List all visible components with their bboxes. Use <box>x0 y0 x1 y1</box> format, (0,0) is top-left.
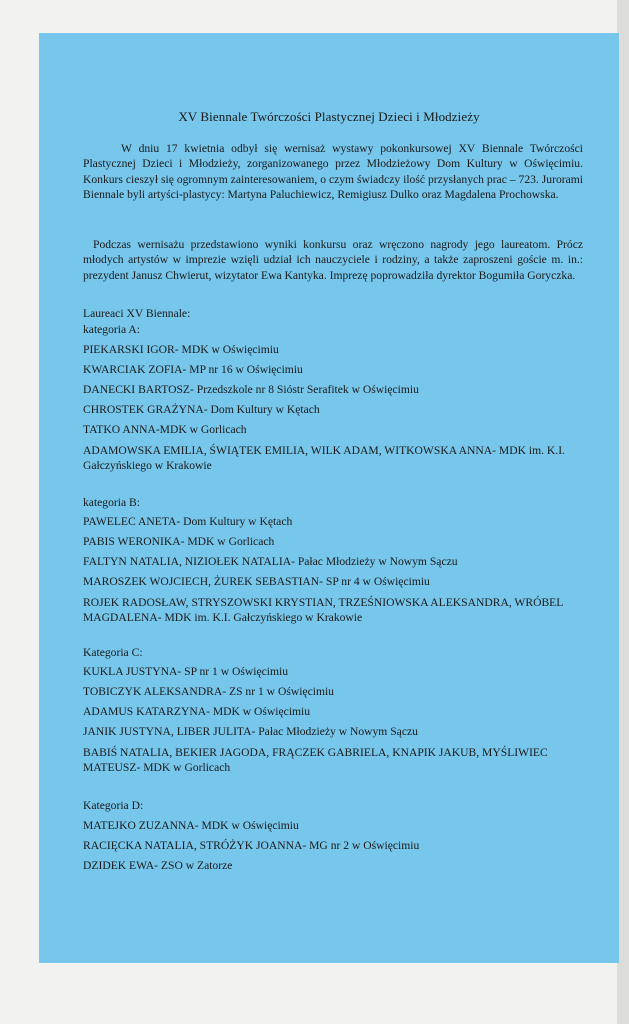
list-item: MATEJKO ZUZANNA- MDK w Oświęcimiu <box>83 819 299 832</box>
document-page <box>39 33 619 963</box>
list-item: FALTYN NATALIA, NIZIOŁEK NATALIA- Pałac Młodzieży w Nowym Sączu <box>83 555 458 568</box>
category-label: kategoria A: <box>83 323 140 336</box>
list-item: TOBICZYK ALEKSANDRA- ZS nr 1 w Oświęcimiu <box>83 685 334 698</box>
intro-paragraph: W dniu 17 kwietnia odbył się wernisaż wystawy pokonkursowej XV Biennale Twórczości Plastycznej Dzieci i Młodzieży, zorganizowanego przez Młodzieżowy Dom Kultury w Oświęcimiu. Konkurs cieszył się ogromnym zainteresowaniem, o czym świadczy ilość przysłanych prac – 723. Jurorami Biennale byli artyści-plastycy: Martyna Paluchiewicz, Remigiusz Dulko oraz Magdalena Prochowska. <box>83 142 583 202</box>
document-title: XV Biennale Twórczości Plastycznej Dzieci i Młodzieży <box>178 109 480 124</box>
list-item: KWARCIAK ZOFIA- MP nr 16 w Oświęcimiu <box>83 363 303 376</box>
list-item: TATKO ANNA-MDK w Gorlicach <box>83 423 247 436</box>
vernissage-paragraph: Podczas wernisażu przedstawiono wyniki konkursu oraz wręczono nagrody jego laureatom. Prócz młodych artystów w imprezie wzięli udział ich nauczyciele i rodziny, a także zaproszeni goście m. in.: prezydent Janusz Chwierut, wizytator Ewa Kantyka. Imprezę poprowadziła dyrektor Bogumiła Goryczka. <box>83 238 583 282</box>
list-item: PAWELEC ANETA- Dom Kultury w Kętach <box>83 515 293 528</box>
list-item: ADAMOWSKA EMILIA, ŚWIĄTEK EMILIA, WILK ADAM, WITKOWSKA ANNA- MDK im. K.I. Gałczyńskiego w Krakowie <box>83 444 565 473</box>
list-item: DZIDEK EWA- ZSO w Zatorze <box>83 859 233 872</box>
list-item: DANECKI BARTOSZ- Przedszkole nr 8 Sióstr Serafitek w Oświęcimiu <box>83 383 419 396</box>
list-item: ROJEK RADOSŁAW, STRYSZOWSKI KRYSTIAN, TRZEŚNIOWSKA ALEKSANDRA, WRÓBEL MAGDALENA- MDK im. K.I. Gałczyńskiego w Krakowie <box>83 596 563 625</box>
list-item: MAROSZEK WOJCIECH, ŻUREK SEBASTIAN- SP nr 4 w Oświęcimiu <box>83 575 430 588</box>
list-item: PABIS WERONIKA- MDK w Gorlicach <box>83 535 275 548</box>
category-label: Kategoria D: <box>83 799 144 812</box>
list-item: JANIK JUSTYNA, LIBER JULITA- Pałac Młodzieży w Nowym Sączu <box>83 725 418 738</box>
list-item: PIEKARSKI IGOR- MDK w Oświęcimiu <box>83 343 279 356</box>
list-item: BABIŚ NATALIA, BEKIER JAGODA, FRĄCZEK GABRIELA, KNAPIK JAKUB, MYŚLIWIEC MATEUSZ- MDK w Gorlicach <box>83 746 548 775</box>
list-item: KUKLA JUSTYNA- SP nr 1 w Oświęcimiu <box>83 665 289 678</box>
laureates-heading: Laureaci XV Biennale: <box>83 307 191 320</box>
list-item: RACIĘCKA NATALIA, STRÓŻYK JOANNA- MG nr 2 w Oświęcimiu <box>83 839 420 852</box>
list-item: CHROSTEK GRAŻYNA- Dom Kultury w Kętach <box>83 403 320 416</box>
category-label: Kategoria C: <box>83 646 143 659</box>
list-item: ADAMUS KATARZYNA- MDK w Oświęcimiu <box>83 705 311 718</box>
category-label: kategoria B: <box>83 496 140 509</box>
